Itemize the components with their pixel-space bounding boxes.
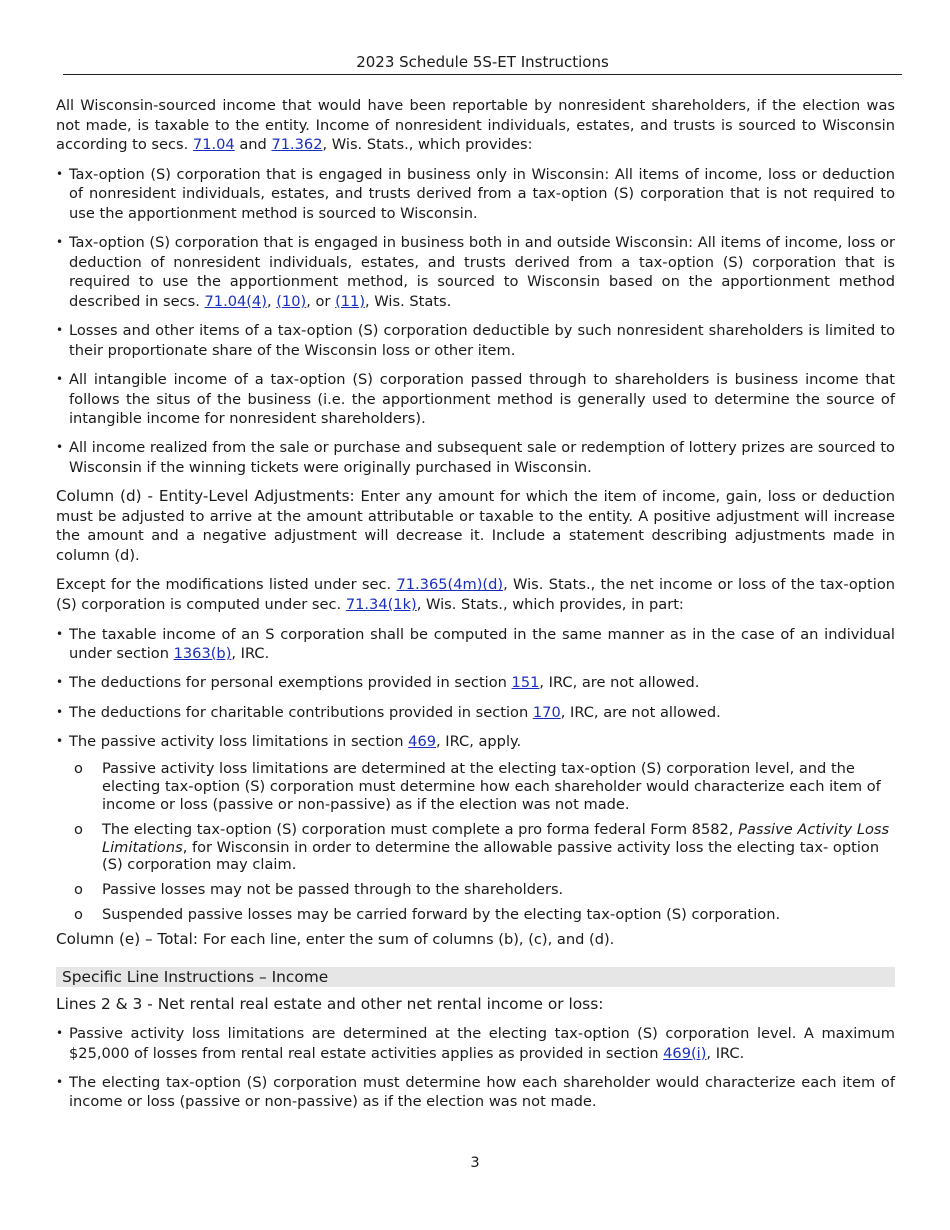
page-body <box>56 96 895 1122</box>
list-item <box>56 321 895 360</box>
list-item-text-end: , IRC, are not allowed. <box>539 674 700 692</box>
list-item-text: The deductions for charitable contributions provided in section <box>69 703 533 721</box>
list-item <box>56 625 895 664</box>
sub-list-item-text: Suspended passive losses may be carried forward by the electing tax-option (S) corporation. <box>102 905 781 923</box>
sub-list-item-text: Passive activity loss limitations are determined at the electing tax-option (S) corporation level, and the electing tax-option (S) corporation must determine how each shareholder would characterize each item of income or loss (passive or non-passive) as if the election was not made. <box>102 760 881 813</box>
list-item-text-end: , IRC. <box>231 645 270 663</box>
intro-text: All Wisconsin-sourced income that would have been reportable by nonresident shareholders, if the election was not made, is taxable to the entity. Income of nonresident individuals, estates, and trusts is sourced to Wisconsin according to secs. <box>56 97 895 154</box>
link-71-04[interactable]: 71.04 <box>192 136 235 154</box>
list-item-text: All intangible income of a tax-option (S) corporation passed through to shareholders is business income that follows the situs of the business (i.e. the apportionment method is generally used to determine the source of intangible income for nonresident shareholders). <box>69 370 895 428</box>
list-item-text: Tax-option (S) corporation that is engaged in business both in and outside Wisconsin: All items of income, loss or deduction of nonresident individuals, estates, and trusts derived from a tax-option (S) corporation that is required to use the apportionment method, is sourced to Wisconsin based on the apportionment method described in secs. <box>69 234 895 310</box>
list-item-text: Passive activity loss limitations are determined at the electing tax-option (S) corporation level. A maximum $25,000 of losses from rental real estate activities applies as provided in section <box>69 1024 895 1062</box>
list-item-text: The deductions for personal exemptions provided in section <box>69 674 512 692</box>
column-e-text: For each line, enter the sum of columns (b), (c), and (d). <box>202 930 615 948</box>
list-item <box>56 165 895 224</box>
list-item-text-end: , Wis. Stats. <box>365 292 452 310</box>
sub-bullet-marker: o <box>74 760 83 778</box>
link-469[interactable]: 469 <box>408 732 437 750</box>
intro-text-mid: and <box>234 136 272 154</box>
column-e-heading: Column (e) – Total: <box>56 929 203 948</box>
link-71-365-4m-d[interactable]: 71.365(4m)(d) <box>396 576 504 594</box>
list-item <box>56 673 895 693</box>
except-text-mid: , Wis. Stats., the net income or loss of the tax-option (S) corporation is computed under sec. <box>56 576 896 614</box>
list-item-text: The passive activity loss limitations in section <box>69 732 409 750</box>
sourcing-bullet-list <box>56 165 895 478</box>
list-item <box>56 1073 895 1112</box>
section-title: Specific Line Instructions – Income <box>62 968 329 987</box>
list-item <box>56 1024 895 1063</box>
list-item-text-end: , IRC, apply. <box>436 732 522 750</box>
sub-bullet-marker: o <box>74 881 83 899</box>
link-10[interactable]: (10) <box>276 292 307 310</box>
list-item-text: The taxable income of an S corporation shall be computed in the same manner as in the case of an individual under section <box>69 625 895 663</box>
sub-bullet-marker: o <box>74 820 83 838</box>
column-d-paragraph <box>56 487 895 565</box>
except-text: Except for the modifications listed under sec. <box>56 576 397 594</box>
link-71-362[interactable]: 71.362 <box>271 136 323 154</box>
column-d-heading: Column (d) - Entity-Level Adjustments: <box>56 487 361 506</box>
list-item-separator: , <box>266 292 277 310</box>
intro-text-end: , Wis. Stats., which provides: <box>322 136 533 154</box>
list-item <box>56 233 895 311</box>
sub-list-item <box>56 906 895 924</box>
list-item-text: Tax-option (S) corporation that is engaged in business only in Wisconsin: All items of income, loss or deduction of nonresident individuals, estates, and trusts derived from a tax-option (S) corporation that is not required to use the apportionment method is sourced to Wisconsin. <box>69 165 895 222</box>
passive-loss-sub-list <box>56 760 895 923</box>
lines-2-3-heading: Lines 2 & 3 - Net rental real estate and other net rental income or loss: <box>56 995 604 1014</box>
intro-paragraph <box>56 96 895 155</box>
except-text-end: , Wis. Stats., which provides, in part: <box>416 596 684 614</box>
sub-list-item <box>56 760 895 813</box>
link-71-04-4[interactable]: 71.04(4) <box>204 292 267 310</box>
list-item-separator: , or <box>306 292 336 310</box>
sub-list-item-text-end: , for Wisconsin in order to determine the allowable passive activity loss the electing tax- option (S) corporation may claim. <box>102 838 880 874</box>
sub-list-item-text: The electing tax-option (S) corporation must complete a pro forma federal Form 8582, <box>102 820 739 838</box>
header-title: 2023 Schedule 5S-ET Instructions <box>356 53 609 71</box>
list-item <box>56 438 895 477</box>
list-item <box>56 732 895 752</box>
link-11[interactable]: (11) <box>335 292 366 310</box>
column-e-paragraph <box>56 930 895 950</box>
column-d-text: Enter any amount for which the item of income, gain, loss or deduction must be adjusted to arrive at the amount attributable or taxable to the entity. A positive adjustment will increase the amount and a negative adjustment will decrease it. Include a statement describing adjustments made in column (d). <box>56 488 895 564</box>
link-469-i[interactable]: 469(i) <box>663 1044 707 1062</box>
list-item-text: Losses and other items of a tax-option (S) corporation deductible by such nonresident shareholders is limited to their proportionate share of the Wisconsin loss or other item. <box>69 322 895 359</box>
page-footer <box>0 1154 950 1171</box>
except-paragraph <box>56 575 895 614</box>
form-8582-title: Passive Activity Loss Limitations <box>102 820 890 856</box>
list-item-text: All income realized from the sale or purchase and subsequent sale or redemption of lottery prizes are sourced to Wisconsin if the winning tickets were originally purchased in Wisconsin. <box>69 439 895 476</box>
list-item-text: The electing tax-option (S) corporation must determine how each shareholder would characterize each item of income or loss (passive or non-passive) as if the election was not made. <box>69 1073 895 1111</box>
list-item <box>56 703 895 723</box>
page-header <box>63 52 902 75</box>
list-item <box>56 370 895 429</box>
section-heading-bar <box>56 967 895 987</box>
computation-bullet-list <box>56 625 895 752</box>
link-151[interactable]: 151 <box>511 674 540 692</box>
link-1363-b[interactable]: 1363(b) <box>173 645 232 663</box>
rental-bullet-list <box>56 1024 895 1112</box>
link-71-34-1k[interactable]: 71.34(1k) <box>345 596 417 614</box>
list-item-text-end: , IRC. <box>706 1044 745 1062</box>
sub-list-item <box>56 881 895 899</box>
sub-list-item <box>56 821 895 874</box>
sub-list-item-text: Passive losses may not be passed through to the shareholders. <box>102 881 564 899</box>
link-170[interactable]: 170 <box>532 703 561 721</box>
sub-bullet-marker: o <box>74 905 83 923</box>
page-number: 3 <box>470 1154 480 1171</box>
list-item-text-end: , IRC, are not allowed. <box>560 703 721 721</box>
